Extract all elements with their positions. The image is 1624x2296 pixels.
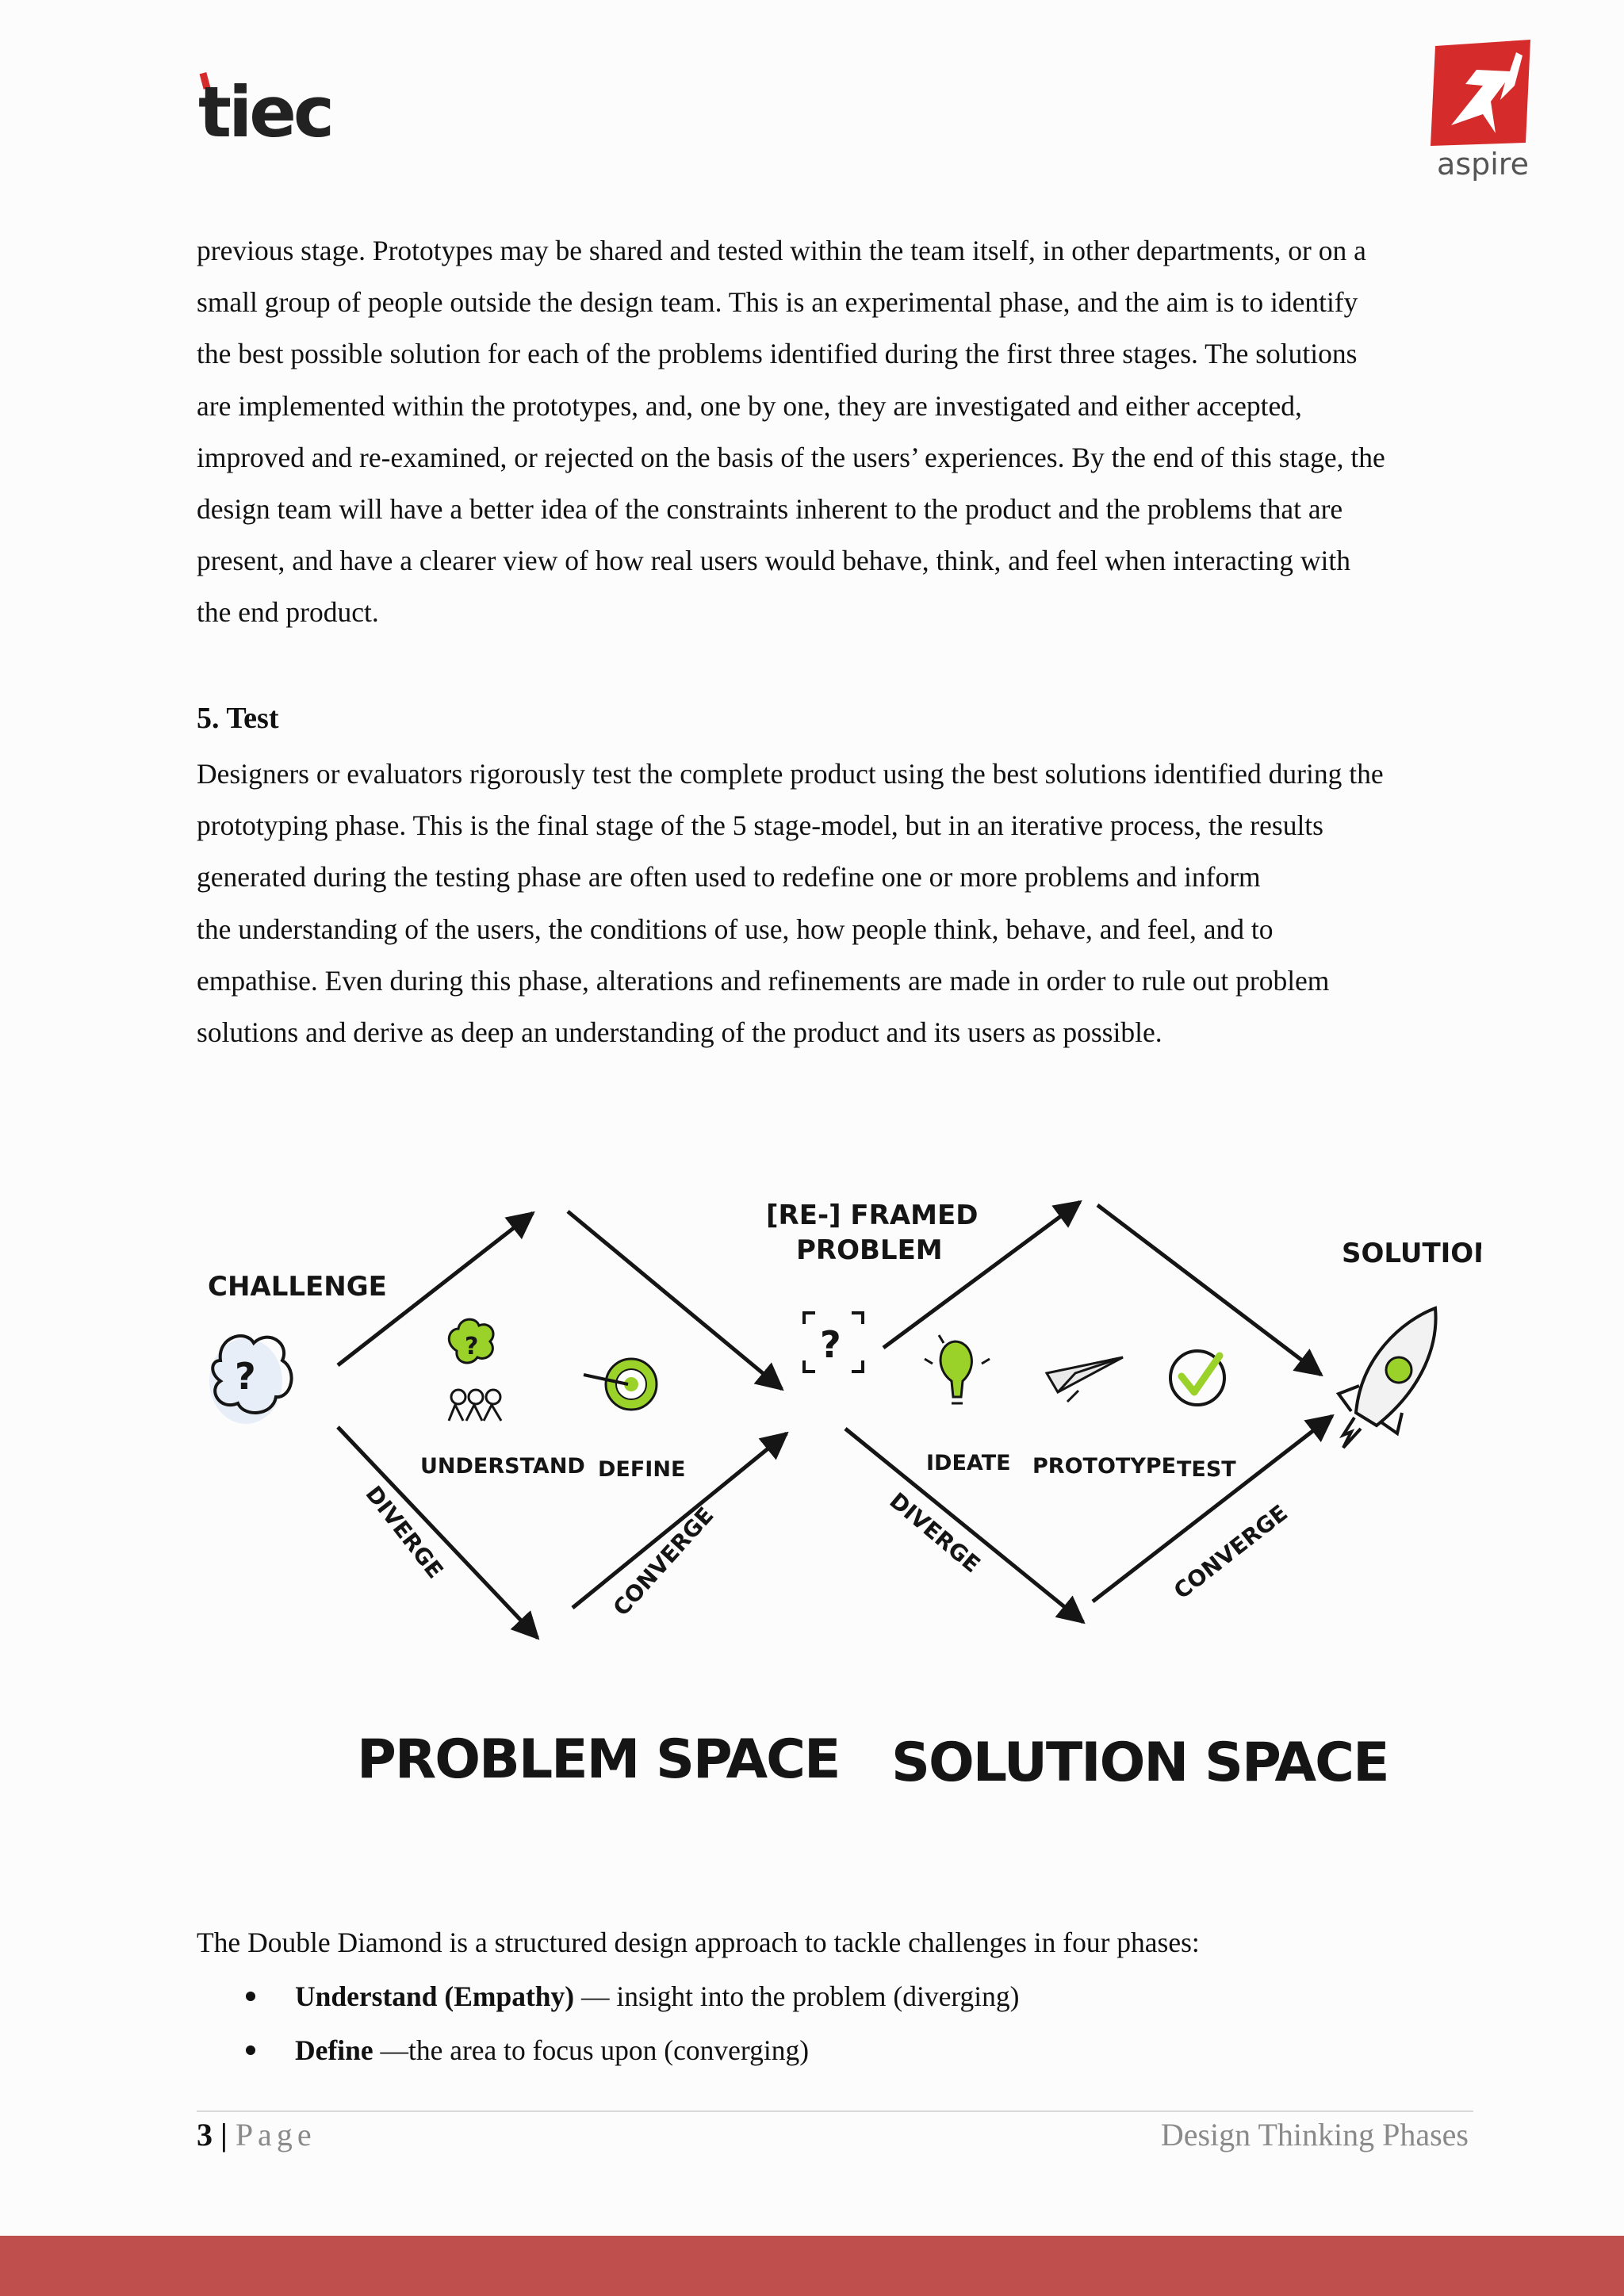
prototype-paper-plane-icon	[1047, 1357, 1123, 1402]
footer-divider	[197, 2110, 1473, 2112]
text-line: present, and have a clearer view of how real users would behave, think, and feel when interacting with	[197, 545, 1350, 577]
test-label: TEST	[1177, 1457, 1236, 1482]
phase-list	[197, 1974, 1019, 2082]
list-item	[197, 2028, 1019, 2082]
text-line: improved and re-examined, or rejected on the basis of the users’ experiences. By the end of this stage, the	[197, 441, 1385, 473]
prototype-label: PROTOTYPE	[1032, 1454, 1177, 1479]
ideate-label: IDEATE	[926, 1451, 1011, 1475]
text-line: design team will have a better idea of the constraints inherent to the product and the problems that are	[197, 493, 1343, 526]
phase-description: —the area to focus upon (converging)	[373, 2034, 810, 2066]
svg-text:?: ?	[465, 1333, 479, 1360]
challenge-cloud-icon	[209, 1336, 292, 1424]
arrow-line	[1097, 1205, 1321, 1375]
define-target-icon	[584, 1359, 657, 1410]
bullet-icon	[246, 1992, 255, 2001]
text-line: generated during the testing phase are often used to redefine one or more problems and inform	[197, 861, 1261, 894]
aspire-logo	[1427, 38, 1538, 181]
svg-text:?: ?	[820, 1323, 841, 1366]
double-diamond-intro: The Double Diamond is a structured design approach to tackle challenges in four phases:	[197, 1927, 1200, 1958]
text-line: Designers or evaluators rigorously test the complete product using the best solutions identified during the	[197, 758, 1384, 790]
test-checkmark-icon	[1170, 1351, 1224, 1405]
ideate-lightbulb-icon	[925, 1335, 990, 1403]
section-heading: 5. Test	[197, 702, 279, 735]
page-number: 3	[197, 2117, 213, 2152]
reframed-problem-icon	[804, 1313, 863, 1372]
converge-label-1: CONVERGE	[607, 1502, 719, 1621]
text-line: prototyping phase. This is the final stage of the 5 stage-model, but in an iterative process, the results	[197, 809, 1323, 842]
solution-label: SOLUTION	[1342, 1238, 1481, 1269]
diverge-label-2: DIVERGE	[884, 1487, 986, 1578]
text-line: the understanding of the users, the conditions of use, how people think, behave, and feel, and to	[197, 913, 1274, 945]
phase-term: Understand (Empathy)	[295, 1980, 575, 2012]
text-line: are implemented within the prototypes, and, one by one, they are investigated and either accepted,	[197, 389, 1302, 422]
page-word: Page	[235, 2117, 316, 2152]
page-number-footer	[197, 2114, 316, 2156]
svg-text:aspire: aspire	[1437, 147, 1529, 181]
phase-term: Define	[295, 2034, 373, 2066]
page-separator: |	[213, 2117, 236, 2152]
text-line: solutions and derive as deep an understanding of the product and its users as possible.	[197, 1016, 1162, 1049]
footer-color-band	[0, 2236, 1624, 2296]
double-diamond-diagram	[197, 1173, 1481, 1823]
text-line: previous stage. Prototypes may be shared and tested within the team itself, in other departments, or on a	[197, 235, 1366, 266]
arrow-line	[568, 1211, 782, 1389]
solution-space-label: SOLUTION SPACE	[891, 1732, 1388, 1794]
solution-rocket-icon	[1339, 1308, 1436, 1448]
understand-icon	[449, 1319, 501, 1421]
text-line: empathise. Even during this phase, alterations and refinements are made in order to rule out problem	[197, 964, 1330, 997]
text-line: small group of people outside the design team. This is an experimental phase, and the aim is to identify	[197, 286, 1358, 319]
converge-label-2: CONVERGE	[1168, 1499, 1293, 1605]
text-line: the best possible solution for each of the problems identified during the first three stages. The solutions	[197, 338, 1358, 370]
reframed-label-line1: [RE-] FRAMED	[766, 1200, 979, 1231]
list-item	[197, 1974, 1019, 2028]
text-line: the end product.	[197, 596, 379, 629]
diverge-label-1: DIVERGE	[360, 1480, 449, 1584]
svg-text:?: ?	[235, 1355, 256, 1398]
tiec-logo	[198, 70, 341, 143]
svg-text:tiec: tiec	[198, 71, 332, 143]
phase-description: — insight into the problem (diverging)	[574, 1980, 1020, 2012]
bullet-icon	[246, 2045, 255, 2055]
challenge-label: CHALLENGE	[208, 1271, 387, 1303]
body-paragraph-2	[197, 748, 1473, 1058]
understand-label: UNDERSTAND	[420, 1454, 585, 1479]
body-paragraph-1	[197, 225, 1473, 639]
document-title-footer: Design Thinking Phases	[1160, 2117, 1469, 2152]
define-label: DEFINE	[598, 1457, 686, 1482]
reframed-label-line2: PROBLEM	[796, 1234, 943, 1266]
problem-space-label: PROBLEM SPACE	[357, 1728, 840, 1791]
